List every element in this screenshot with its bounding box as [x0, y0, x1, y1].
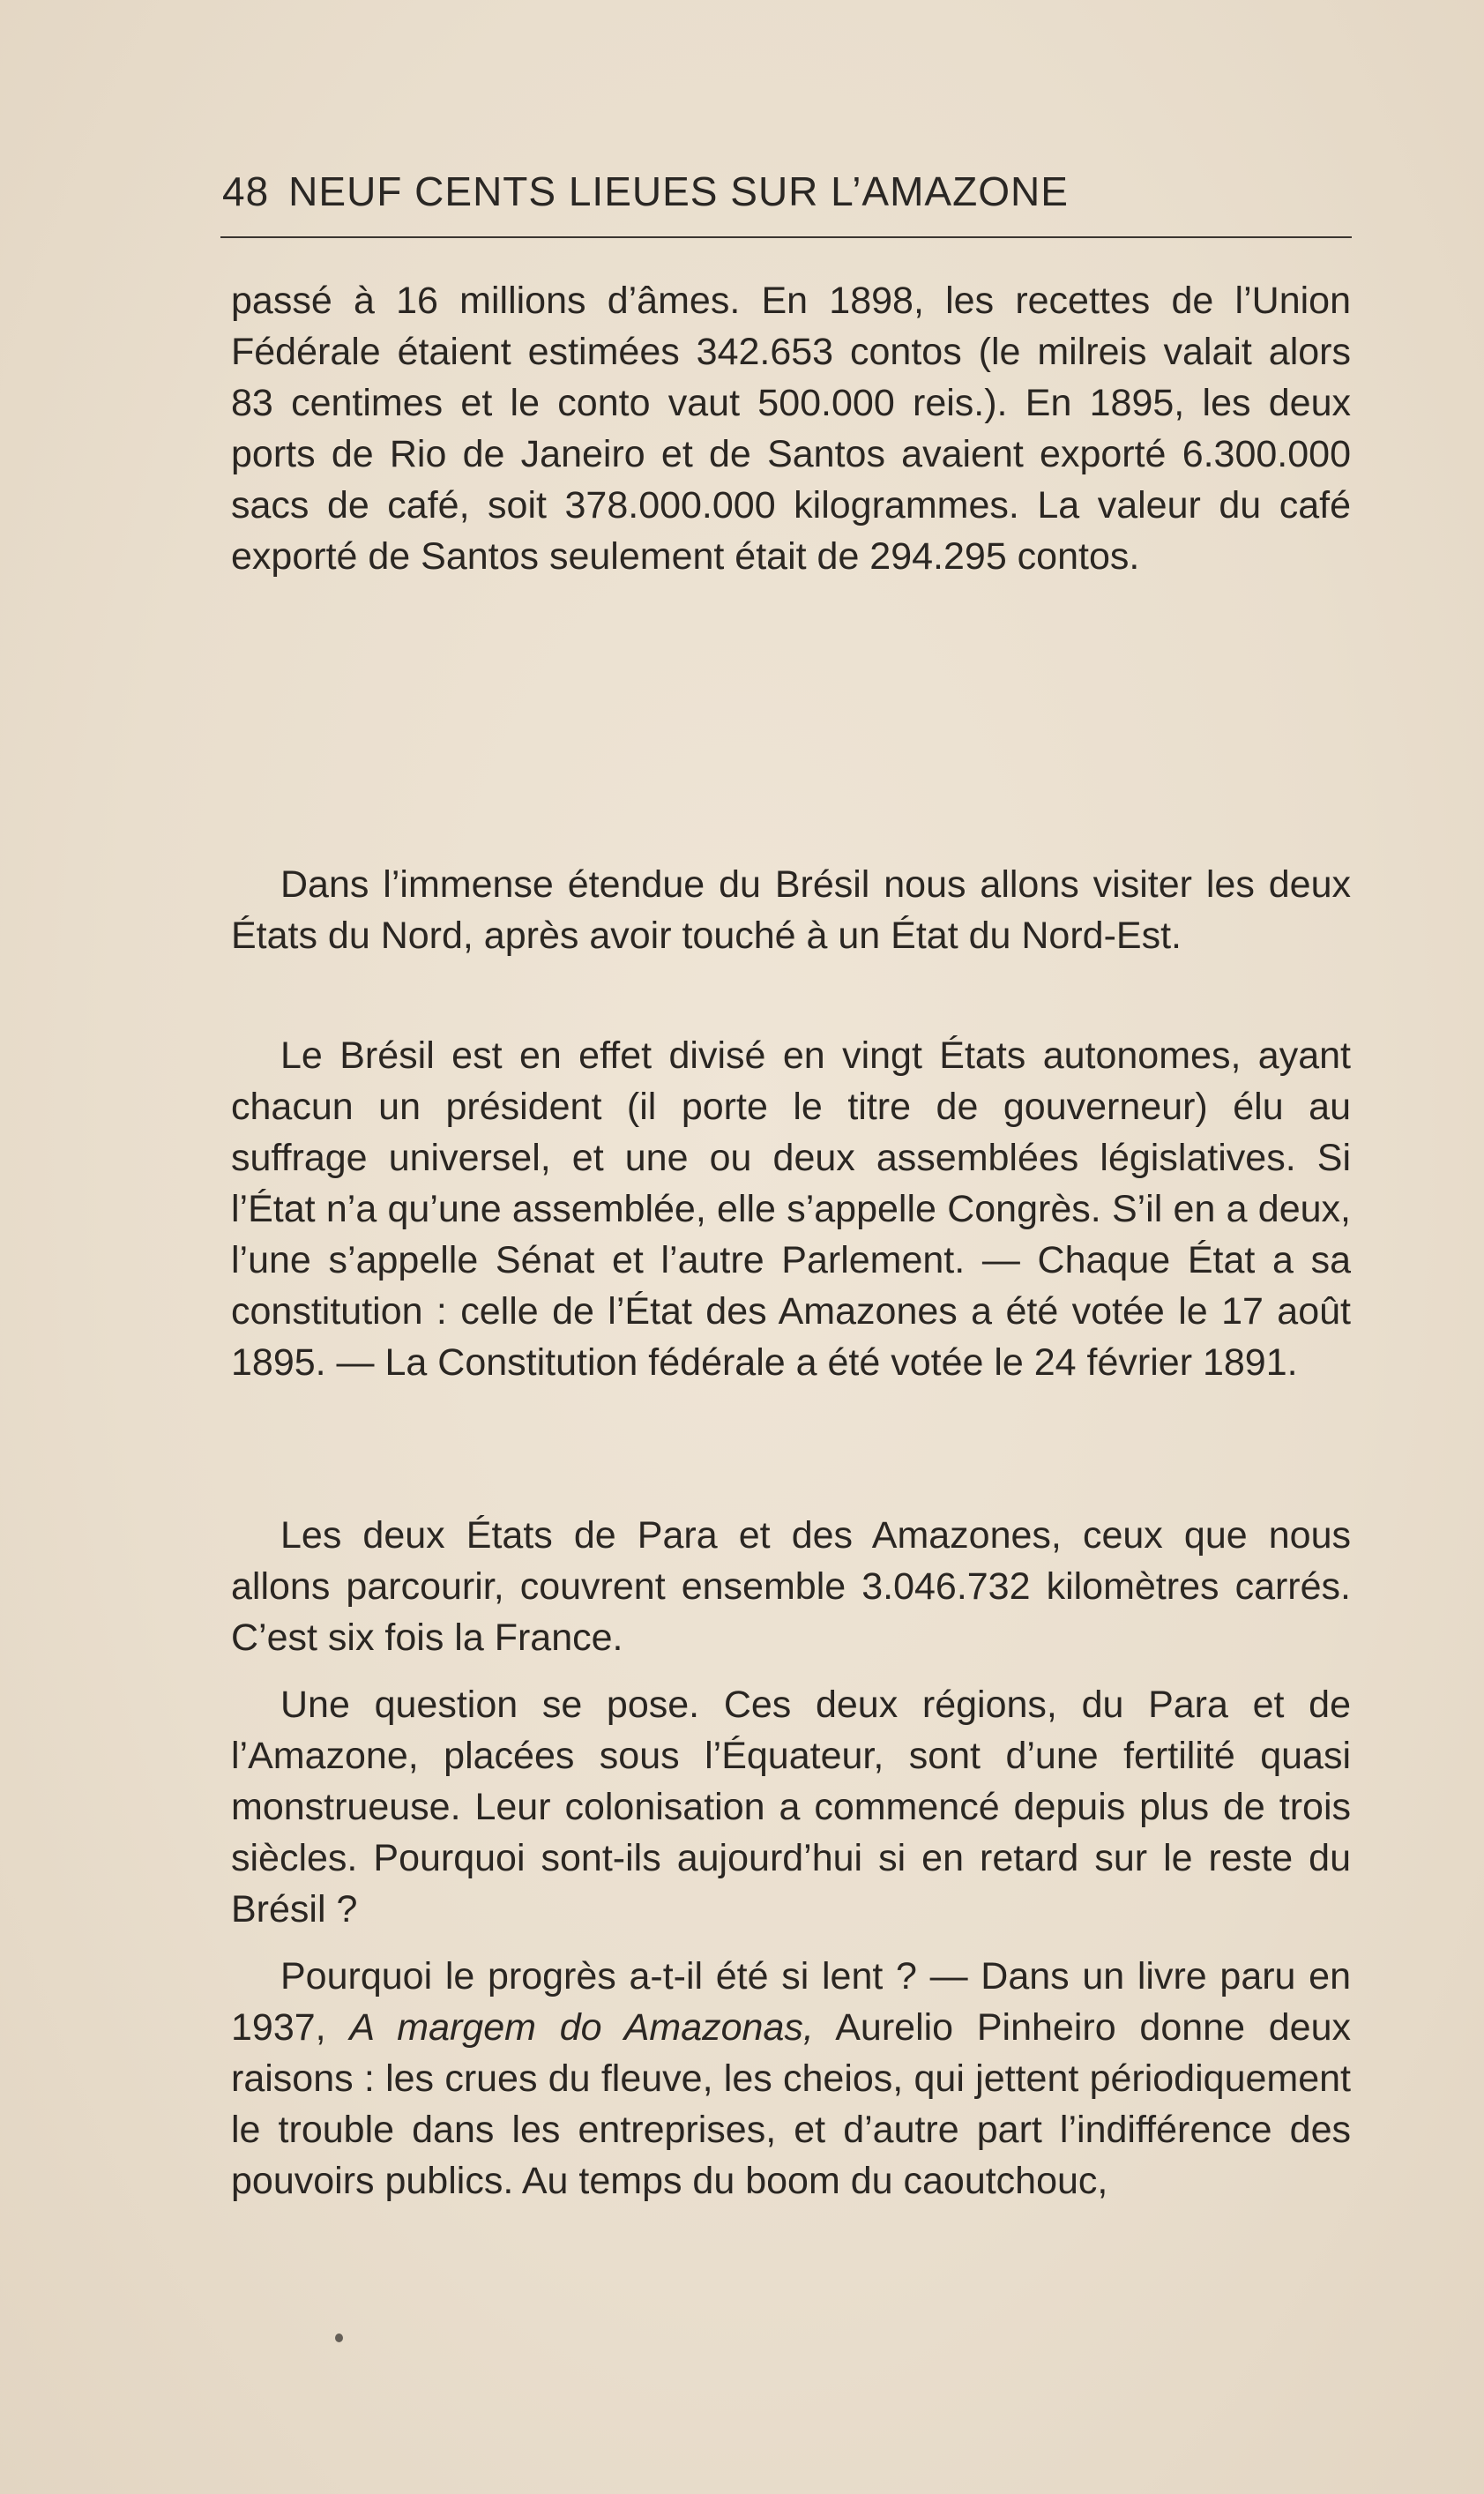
paragraph-4	[231, 1510, 1351, 1663]
paragraph-3	[231, 1030, 1351, 1388]
paragraph-5	[231, 1679, 1351, 1935]
paragraph-2	[231, 859, 1351, 961]
paragraph-4-text: Les deux États de Para et des Amazones, ceux que nous allons parcourir, couvrent ensemble 3.046.732 kilomètres carrés. C’est six fois la France.	[231, 1514, 1351, 1659]
running-title: NEUF CENTS LIEUES SUR L’AMAZONE	[288, 168, 1069, 214]
paragraph-6	[231, 1951, 1351, 2207]
paragraph-6-text	[231, 1951, 1351, 2207]
paragraph-6-start: Pourquoi le progrès a-t-il été si lent ? — Dans un livre paru en 1937,	[231, 1955, 1351, 2049]
paragraph-3-text: Le Brésil est en effet divisé en vingt États autonomes, ayant chacun un président (il porte le titre de gouverneur) élu au suffrage universel, et une ou deux assemblées législatives. Si l’État n’a qu’une assemblée, elle s’appelle Congrès. S’il en a deux, l’une s’appelle Sénat et l’autre Parlement. — Chaque État a sa constitution : celle de l’État des Amazones a été votée le 17 août 1895. — La Constitution fédérale a été votée le 24 février 1891.	[231, 1034, 1351, 1384]
paragraph-6-end: Aurelio Pinheiro donne deux raisons : les crues du fleuve, les cheios, qui jettent périodiquement le trouble dans les entreprises, et d’autre part l’indifférence des pouvoirs publics. Au temps du boom du caoutchouc,	[231, 2006, 1351, 2202]
ink-mark	[335, 2333, 343, 2342]
page-number: 48	[222, 168, 270, 214]
running-header	[222, 168, 1351, 215]
paragraph-1-text: passé à 16 millions d’âmes. En 1898, les recettes de l’Union Fédérale étaient estimées 342.653 contos (le milreis valait alors 83 centimes et le conto vaut 500.000 reis.). En 1895, les deux ports de Rio de Janeiro et de Santos avaient exporté 6.300.000 sacs de café, soit 378.000.000 kilogrammes. La valeur du café exporté de Santos seulement était de 294.295 contos.	[231, 280, 1351, 578]
header-rule	[220, 236, 1352, 238]
paragraph-2-text: Dans l’immense étendue du Brésil nous allons visiter les deux États du Nord, après avoir touché à un État du Nord-Est.	[231, 863, 1351, 957]
book-title-italic: A margem do Amazonas,	[349, 2006, 814, 2049]
paragraph-5-text: Une question se pose. Ces deux régions, du Para et de l’Amazone, placées sous l’Équateur, sont d’une fertilité quasi monstrueuse. Leur colonisation a commencé depuis plus de trois siècles. Pourquoi sont-ils aujourd’hui si en retard sur le reste du Brésil ?	[231, 1684, 1351, 1930]
paragraph-1	[231, 275, 1351, 582]
